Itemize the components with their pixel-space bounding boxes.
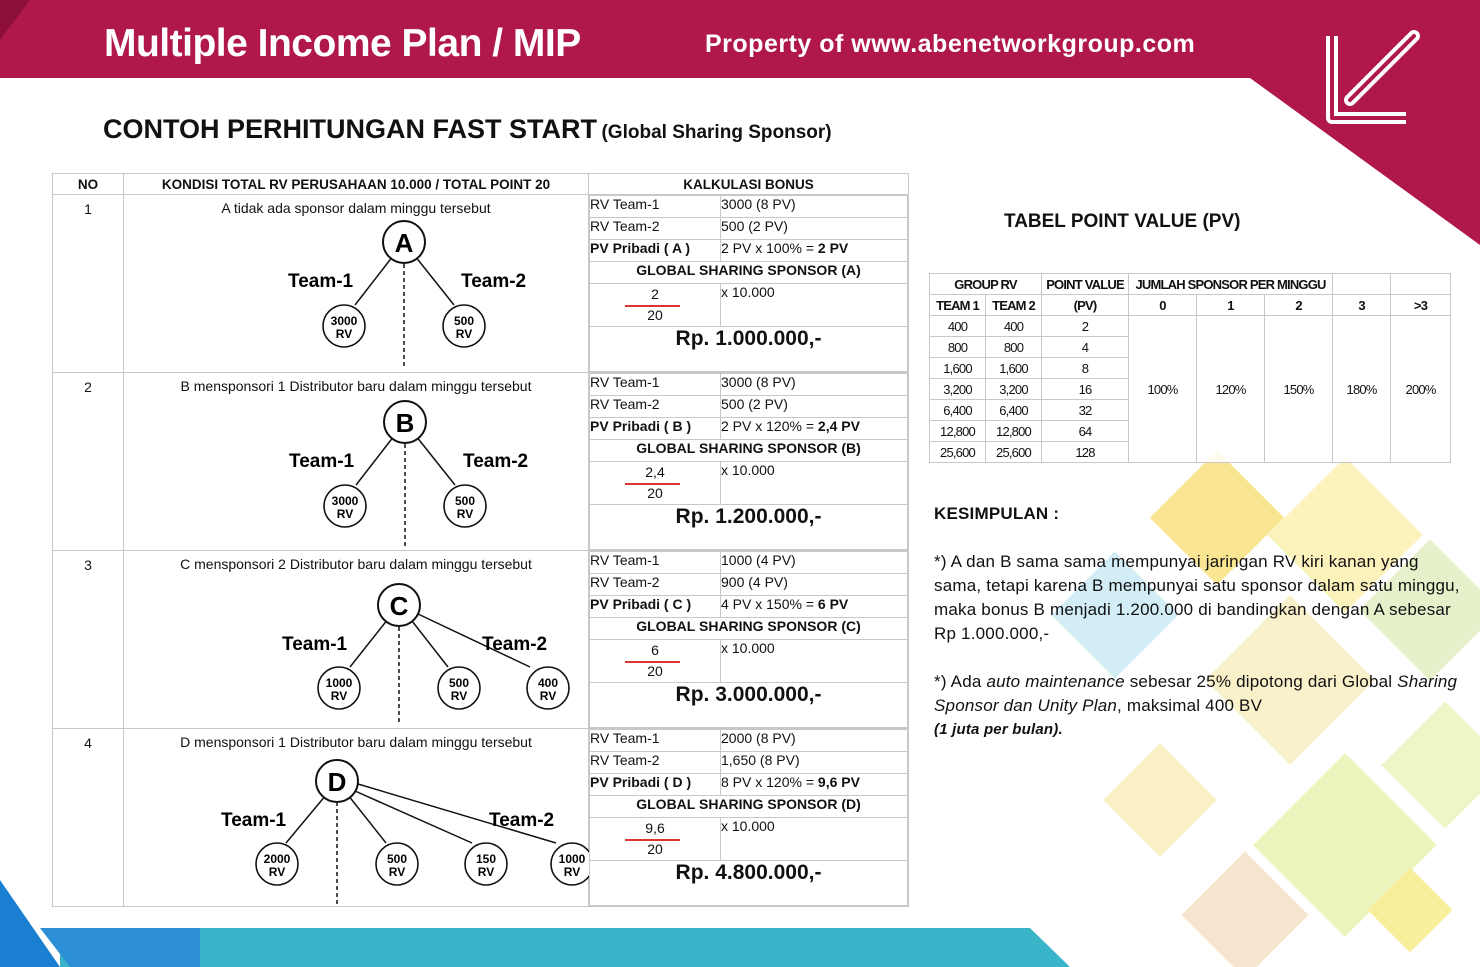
pv-value: 16 bbox=[1042, 379, 1129, 400]
team1-label: Team-1 bbox=[282, 634, 348, 655]
percentage: 150% bbox=[1265, 316, 1333, 463]
team2-label: Team-2 bbox=[482, 634, 548, 655]
page-title bbox=[103, 114, 832, 145]
calc-cell bbox=[589, 195, 909, 373]
rv-team2-label: RV Team-2 bbox=[590, 396, 721, 418]
row-number: 2 bbox=[53, 373, 124, 551]
team2-label: Team-2 bbox=[463, 451, 529, 472]
gss-label: GLOBAL SHARING SPONSOR (C) bbox=[590, 618, 908, 640]
page-title-main: CONTOH PERHITUNGAN FAST START bbox=[103, 114, 598, 144]
fast-start-header-row bbox=[53, 174, 909, 195]
team2-label: Team-2 bbox=[489, 810, 555, 831]
sponsor-letter: B bbox=[395, 408, 415, 438]
rv-team1-label: RV Team-1 bbox=[590, 730, 721, 752]
table-row bbox=[53, 195, 909, 373]
fraction: 9,6 20 bbox=[590, 818, 721, 861]
rv-node-value: 3000 bbox=[331, 494, 359, 508]
pv-table bbox=[929, 273, 1451, 463]
pv-pribadi-value: 8 PV x 120% = 9,6 PV bbox=[721, 774, 908, 796]
pv-header-group: GROUP RV bbox=[930, 274, 1042, 295]
rv-node-unit: RV bbox=[336, 507, 354, 521]
conclusion-section bbox=[934, 502, 1464, 742]
calc-cell bbox=[589, 729, 909, 907]
row-number: 4 bbox=[53, 729, 124, 907]
rv-team2-label: RV Team-2 bbox=[590, 752, 721, 774]
rv-node-value: 3000 bbox=[330, 314, 358, 328]
bonus-total: Rp. 3.000.000,- bbox=[590, 683, 908, 728]
fraction: 2 20 bbox=[590, 284, 721, 327]
rv-node-value: 500 bbox=[453, 314, 475, 328]
condition-text: C mensponsori 2 Distributor baru dalam minggu tersebut bbox=[180, 556, 532, 572]
team1-label: Team-1 bbox=[288, 271, 354, 292]
sponsor-tree bbox=[124, 729, 589, 906]
rv-team2-label: RV Team-2 bbox=[590, 574, 721, 596]
rv-team1-label: RV Team-1 bbox=[590, 552, 721, 574]
pv-pribadi-value: 2 PV x 120% = 2,4 PV bbox=[721, 418, 908, 440]
pv-header-pv: (PV) bbox=[1042, 295, 1129, 316]
pv-value: 32 bbox=[1042, 400, 1129, 421]
rv-node-unit: RV bbox=[450, 689, 468, 703]
sponsor-letter: A bbox=[394, 228, 414, 258]
fraction: 2,4 20 bbox=[590, 462, 721, 505]
rv-node-unit: RV bbox=[335, 327, 353, 341]
bonus-total: Rp. 1.200.000,- bbox=[590, 505, 908, 550]
pv-header-row bbox=[930, 295, 1451, 316]
row-number: 1 bbox=[53, 195, 124, 373]
sponsor-tree bbox=[124, 195, 589, 371]
pv-team1-value: 3,200 bbox=[930, 379, 986, 400]
rv-team2-value: 500 (2 PV) bbox=[721, 396, 908, 418]
pv-team1-value: 1,600 bbox=[930, 358, 986, 379]
condition-text: A tidak ada sponsor dalam minggu tersebut bbox=[221, 200, 491, 216]
condition-text: D mensponsori 1 Distributor baru dalam minggu tersebut bbox=[180, 734, 532, 750]
bonus-total: Rp. 4.800.000,- bbox=[590, 861, 908, 906]
pv-team1-value: 400 bbox=[930, 316, 986, 337]
header-title: Multiple Income Plan / MIP bbox=[104, 22, 581, 65]
fraction: 6 20 bbox=[590, 640, 721, 683]
pv-pribadi-label: PV Pribadi ( B ) bbox=[590, 418, 721, 440]
table-row bbox=[53, 373, 909, 551]
gss-label: GLOBAL SHARING SPONSOR (B) bbox=[590, 440, 908, 462]
calc-cell bbox=[589, 373, 909, 551]
conclusion-note: (1 juta per bulan). bbox=[934, 721, 1063, 738]
team2-label: Team-2 bbox=[461, 271, 527, 292]
pv-header-point: POINT VALUE bbox=[1042, 274, 1129, 295]
pv-pribadi-label: PV Pribadi ( C ) bbox=[590, 596, 721, 618]
rv-team1-value: 2000 (8 PV) bbox=[721, 730, 908, 752]
table-row bbox=[53, 729, 909, 907]
bonus-total: Rp. 1.000.000,- bbox=[590, 327, 908, 372]
sponsor-letter: D bbox=[327, 767, 347, 797]
fast-start-table bbox=[52, 173, 909, 907]
pv-value: 64 bbox=[1042, 421, 1129, 442]
pv-pribadi-value: 4 PV x 150% = 6 PV bbox=[721, 596, 908, 618]
condition-cell bbox=[124, 729, 589, 907]
sponsor-count: >3 bbox=[1391, 295, 1451, 316]
sponsor-tree bbox=[124, 373, 589, 550]
pv-pribadi-label: PV Pribadi ( D ) bbox=[590, 774, 721, 796]
rv-node-value: 400 bbox=[537, 676, 559, 690]
condition-cell bbox=[124, 373, 589, 551]
condition-text: B mensponsori 1 Distributor baru dalam minggu tersebut bbox=[180, 378, 532, 394]
rv-team2-value: 500 (2 PV) bbox=[721, 218, 908, 240]
multiplier: x 10.000 bbox=[721, 462, 908, 505]
table-row bbox=[53, 551, 909, 729]
condition-cell bbox=[124, 195, 589, 373]
pv-team1-value: 25,600 bbox=[930, 442, 986, 463]
multiplier: x 10.000 bbox=[721, 818, 908, 861]
pv-value: 4 bbox=[1042, 337, 1129, 358]
percentage: 100% bbox=[1129, 316, 1197, 463]
pv-header-team1: TEAM 1 bbox=[930, 295, 986, 316]
rv-node-unit: RV bbox=[455, 327, 473, 341]
rv-node-value: 500 bbox=[448, 676, 470, 690]
rv-node-value: 150 bbox=[475, 852, 497, 866]
sponsor-letter: C bbox=[389, 591, 409, 621]
rv-node-value: 1000 bbox=[325, 676, 353, 690]
pv-team1-value: 12,800 bbox=[930, 421, 986, 442]
pv-team1-value: 800 bbox=[930, 337, 986, 358]
condition-cell bbox=[124, 551, 589, 729]
pv-team2-value: 400 bbox=[986, 316, 1042, 337]
team1-label: Team-1 bbox=[221, 810, 287, 831]
calc-cell bbox=[589, 551, 909, 729]
conclusion-point-1: *) A dan B sama sama mempunyai jaringan RV kiri kanan yang sama, tetapi karena B mempunyai satu sponsor dalam satu minggu, maka bonus B menjadi 1.200.000 di bandingkan dengan A sebesar Rp 1.000.000,- bbox=[934, 552, 1460, 643]
conclusion-point-2: *) Ada auto maintenance sebesar 25% dipotong dari Global Sharing Sponsor dan Unity Plan, maksimal 400 BV bbox=[934, 672, 1458, 715]
rv-team1-label: RV Team-1 bbox=[590, 196, 721, 218]
gss-label: GLOBAL SHARING SPONSOR (A) bbox=[590, 262, 908, 284]
team1-label: Team-1 bbox=[289, 451, 355, 472]
header-no: NO bbox=[53, 174, 124, 195]
rv-team1-value: 3000 (8 PV) bbox=[721, 196, 908, 218]
gss-label: GLOBAL SHARING SPONSOR (D) bbox=[590, 796, 908, 818]
rv-node-value: 500 bbox=[454, 494, 476, 508]
pv-team2-value: 25,600 bbox=[986, 442, 1042, 463]
rv-node-unit: RV bbox=[477, 865, 495, 879]
pv-value: 2 bbox=[1042, 316, 1129, 337]
pv-table-title: TABEL POINT VALUE (PV) bbox=[1004, 211, 1241, 232]
header-condition: KONDISI TOTAL RV PERUSAHAAN 10.000 / TOTAL POINT 20 bbox=[124, 174, 589, 195]
rv-team1-value: 3000 (8 PV) bbox=[721, 374, 908, 396]
rv-node-value: 2000 bbox=[263, 852, 291, 866]
header-calc: KALKULASI BONUS bbox=[589, 174, 909, 195]
pv-team2-value: 1,600 bbox=[986, 358, 1042, 379]
multiplier: x 10.000 bbox=[721, 640, 908, 683]
sponsor-tree bbox=[124, 551, 589, 728]
rv-team2-value: 900 (4 PV) bbox=[721, 574, 908, 596]
rv-node-unit: RV bbox=[330, 689, 348, 703]
pv-team2-value: 800 bbox=[986, 337, 1042, 358]
rv-node-unit: RV bbox=[563, 865, 581, 879]
percentage: 200% bbox=[1391, 316, 1451, 463]
rv-node-value: 500 bbox=[386, 852, 408, 866]
pv-team2-value: 6,400 bbox=[986, 400, 1042, 421]
sponsor-count: 3 bbox=[1333, 295, 1391, 316]
pv-pribadi-value: 2 PV x 100% = 2 PV bbox=[721, 240, 908, 262]
pv-row bbox=[930, 316, 1451, 337]
conclusion-heading: KESIMPULAN : bbox=[934, 504, 1060, 523]
rv-node-unit: RV bbox=[539, 689, 557, 703]
pv-header-row bbox=[930, 274, 1451, 295]
pv-team1-value: 6,400 bbox=[930, 400, 986, 421]
rv-node-value: 1000 bbox=[558, 852, 586, 866]
arrow-down-left-icon bbox=[1318, 24, 1428, 132]
rv-team1-value: 1000 (4 PV) bbox=[721, 552, 908, 574]
pv-pribadi-label: PV Pribadi ( A ) bbox=[590, 240, 721, 262]
header-property: Property of www.abenetworkgroup.com bbox=[705, 30, 1196, 58]
sponsor-count: 1 bbox=[1197, 295, 1265, 316]
pv-value: 128 bbox=[1042, 442, 1129, 463]
page-title-sub: (Global Sharing Sponsor) bbox=[601, 122, 832, 143]
rv-team2-value: 1,650 (8 PV) bbox=[721, 752, 908, 774]
pv-team2-value: 3,200 bbox=[986, 379, 1042, 400]
rv-node-unit: RV bbox=[456, 507, 474, 521]
pv-header-team2: TEAM 2 bbox=[986, 295, 1042, 316]
sponsor-count: 2 bbox=[1265, 295, 1333, 316]
pv-team2-value: 12,800 bbox=[986, 421, 1042, 442]
pv-header-jumlah: JUMLAH SPONSOR PER MINGGU bbox=[1129, 274, 1333, 295]
rv-team1-label: RV Team-1 bbox=[590, 374, 721, 396]
percentage: 180% bbox=[1333, 316, 1391, 463]
rv-team2-label: RV Team-2 bbox=[590, 218, 721, 240]
multiplier: x 10.000 bbox=[721, 284, 908, 327]
rv-node-unit: RV bbox=[388, 865, 406, 879]
pv-value: 8 bbox=[1042, 358, 1129, 379]
percentage: 120% bbox=[1197, 316, 1265, 463]
sponsor-count: 0 bbox=[1129, 295, 1197, 316]
rv-node-unit: RV bbox=[268, 865, 286, 879]
row-number: 3 bbox=[53, 551, 124, 729]
